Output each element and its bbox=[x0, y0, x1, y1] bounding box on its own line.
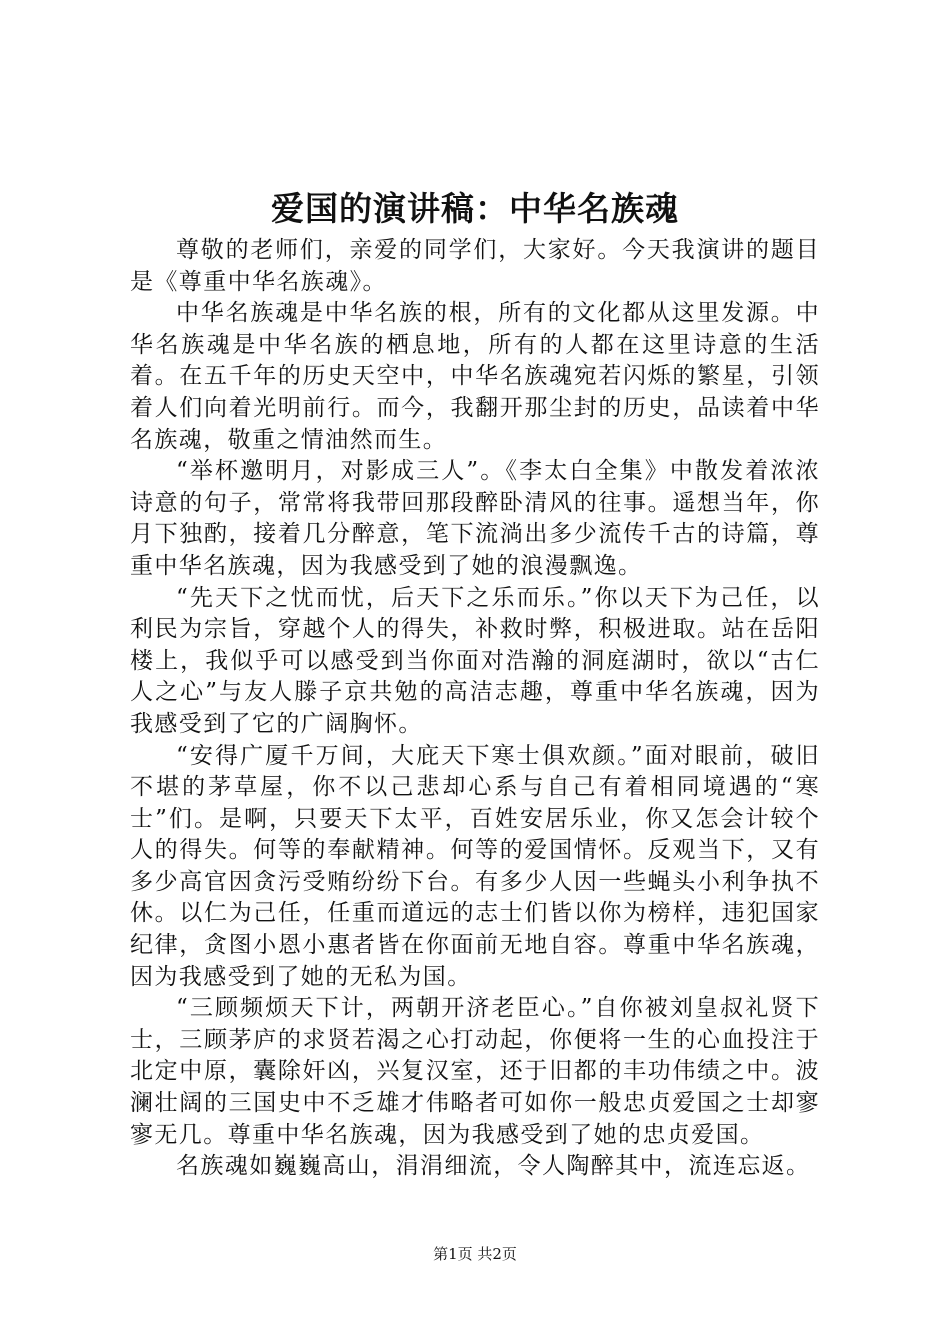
paragraph: “举杯邀明月，对影成三人”。《李太白全集》中散发着浓浓诗意的句子，常常将我带回那段醉卧清风的往事。遥想当年，你月下独酌，接着几分醉意，笔下流淌出多少流传千古的诗篇，尊重中华名族魂，因为我感受到了她的浪漫飘逸。 bbox=[130, 458, 820, 579]
document-title: 爱国的演讲稿：中华名族魂 bbox=[271, 189, 679, 228]
paragraph: “先天下之忧而忧，后天下之乐而乐。”你以天下为己任，以利民为宗旨，穿越个人的得失，补救时弊，积极进取。站在岳阳楼上，我似乎可以感受到当你面对浩瀚的洞庭湖时，欲以“古仁人之心”与友人滕子京共勉的高洁志趣，尊重中华名族魂，因为我感受到了它的广阔胸怀。 bbox=[130, 584, 820, 737]
paragraph: 中华名族魂是中华名族的根，所有的文化都从这里发源。中华名族魂是中华名族的栖息地，所有的人都在这里诗意的生活着。在五千年的历史天空中，中华名族魂宛若闪烁的繁星，引领着人们向着光明前行。而今，我翻开那尘封的历史，品读着中华名族魂，敬重之情油然而生。 bbox=[130, 300, 820, 453]
paragraph: “三顾频烦天下计，两朝开济老臣心。”自你被刘皇叔礼贤下士，三顾茅庐的求贤若渴之心打动起，你便将一生的心血投注于北定中原，囊除奸凶，兴复汉室，还于旧都的丰功伟绩之中。波澜壮阔的三国史中不乏雄才伟略者可如你一般忠贞爱国之士却寥寥无几。尊重中华名族魂，因为我感受到了她的忠贞爱国。 bbox=[130, 995, 820, 1148]
paragraph: “安得广厦千万间，大庇天下寒士俱欢颜。”面对眼前，破旧不堪的茅草屋，你不以己悲却心系与自己有着相同境遇的“寒士”们。是啊，只要天下太平，百姓安居乐业，你又怎会计较个人的得失。何等的奉献精神。何等的爱国情怀。反观当下，又有多少高官因贪污受贿纷纷下台。有多少人因一些蝇头小利争执不休。以仁为己任，任重而道远的志士们皆以你为榜样，违犯国家纪律，贪图小恩小惠者皆在你面前无地自容。尊重中华名族魂，因为我感受到了她的无私为国。 bbox=[130, 742, 820, 990]
page-footer: 第1页 共2页 bbox=[433, 1245, 517, 1263]
document-body bbox=[130, 235, 820, 1183]
paragraph: 尊敬的老师们，亲爱的同学们，大家好。今天我演讲的题目是《尊重中华名族魂》。 bbox=[130, 237, 820, 295]
paragraph: 名族魂如巍巍高山，涓涓细流，令人陶醉其中，流连忘返。 bbox=[176, 1153, 811, 1180]
